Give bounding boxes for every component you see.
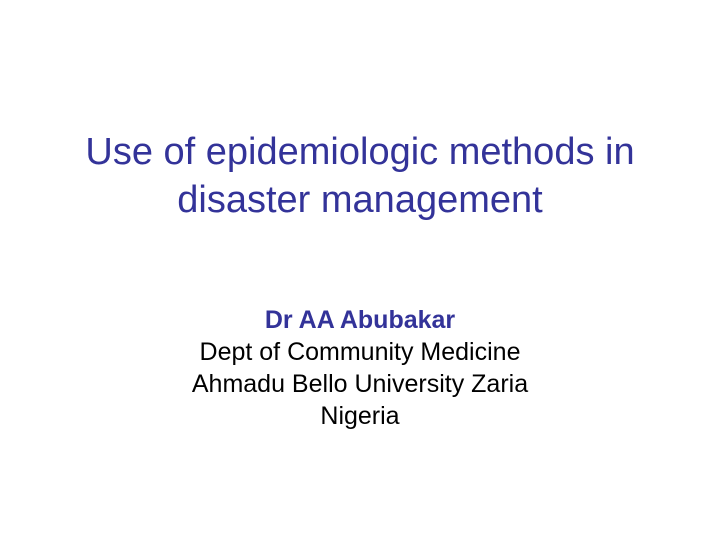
title-line-2: disaster management — [177, 179, 543, 221]
affiliation-university: Ahmadu Bello University Zaria — [191, 370, 529, 398]
affiliation-department: Dept of Community Medicine — [199, 338, 521, 366]
title-line-1: Use of epidemiologic methods in — [85, 131, 635, 173]
affiliation-country: Nigeria — [320, 402, 400, 430]
slide-title — [40, 128, 680, 224]
slide-subtitle — [60, 304, 660, 432]
author-name: Dr AA Abubakar — [264, 306, 456, 334]
